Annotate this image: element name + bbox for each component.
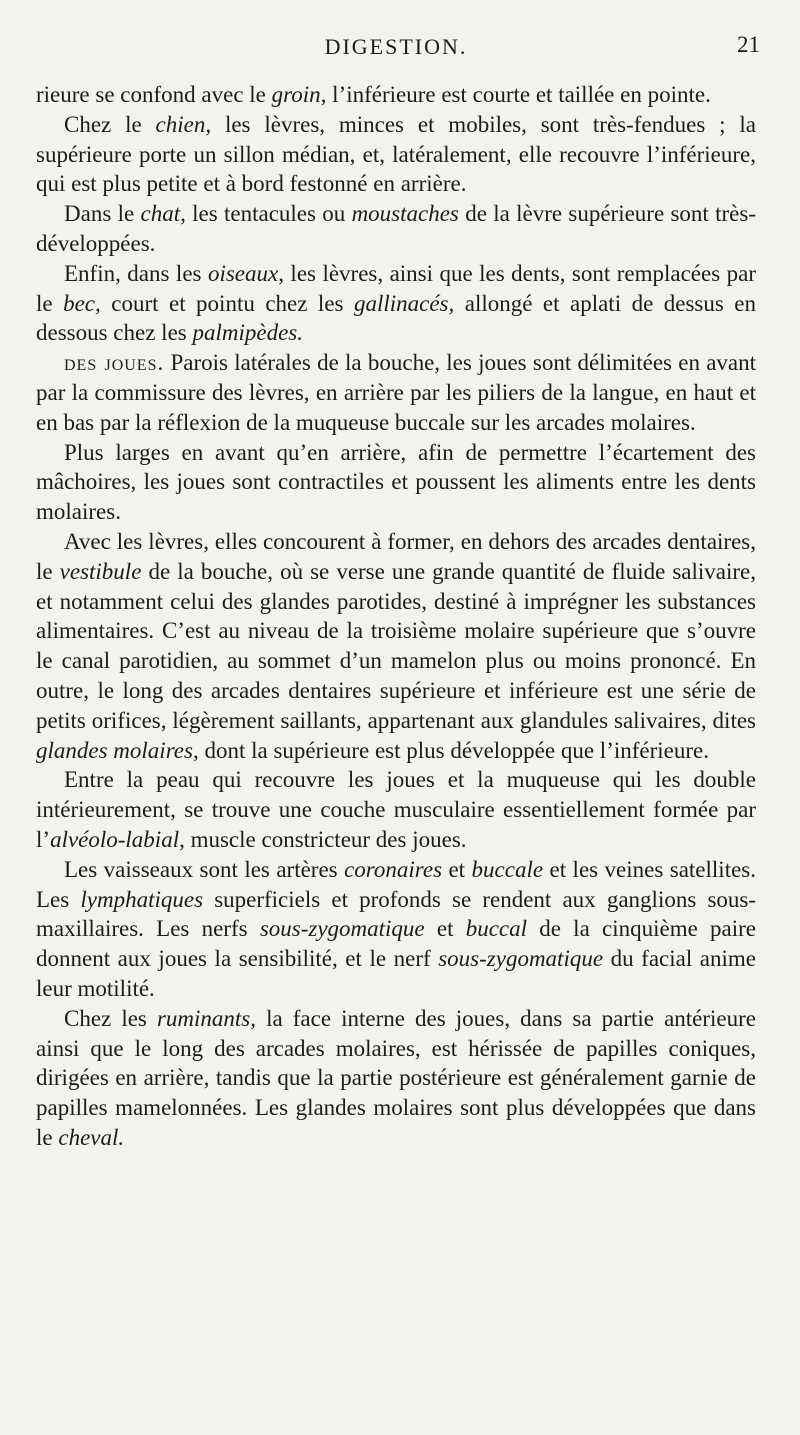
italic-term: ruminants, bbox=[156, 1005, 257, 1031]
text-run: de la cinquième paire donnent aux joues la sensibilité, et le nerf bbox=[36, 916, 756, 972]
section-heading: des joues. bbox=[64, 350, 165, 376]
text-run: Les vaisseaux sont les artères bbox=[64, 856, 345, 882]
paragraph bbox=[36, 259, 756, 348]
paragraph bbox=[36, 348, 756, 437]
italic-term: gallinacés, bbox=[353, 290, 455, 316]
italic-term: glandes molaires, bbox=[36, 737, 199, 763]
italic-term: oiseaux, bbox=[207, 260, 284, 286]
text-run: Chez le bbox=[64, 111, 156, 137]
text-run: les lèvres, ainsi que les dents, sont remplacées par le bbox=[36, 260, 756, 316]
italic-term: palmipèdes. bbox=[192, 320, 304, 346]
italic-term: coronaires bbox=[344, 856, 443, 882]
text-run: les lèvres, minces et mobiles, sont très-fendues ; la supérieure porte un sillon médian, et, latéralement, elle recouvre l’inférieure, qui est plus petite et à bord festonné en arrière. bbox=[36, 111, 756, 197]
text-run: Parois latérales de la bouche, les joues sont délimitées en avant par la commissure des lèvres, en arrière par les piliers de la langue, en haut et en bas par la réflexion de la muqueuse buccale sur les arcades molaires. bbox=[36, 350, 756, 435]
italic-term: bec, bbox=[63, 290, 101, 316]
italic-term: groin, bbox=[271, 82, 327, 107]
paragraph bbox=[36, 1004, 756, 1153]
italic-term: alvéolo-labial, bbox=[50, 826, 185, 852]
text-run: Avec les lèvres, elles concourent à former, en dehors des arcades dentaires, le bbox=[36, 528, 756, 584]
italic-term: chien, bbox=[155, 111, 212, 137]
paragraph bbox=[36, 438, 756, 527]
text-run: allongé et aplati de dessus en dessous chez les bbox=[36, 290, 757, 346]
text-run: du facial anime leur motilité. bbox=[36, 946, 757, 1001]
text-run: Plus larges en avant qu’en arrière, afin de permettre l’écartement des mâchoires, les joues sont contractiles et poussent les aliments entre les dents molaires. bbox=[36, 439, 756, 525]
paragraph bbox=[36, 80, 756, 110]
italic-term: buccal bbox=[465, 916, 528, 942]
italic-term: cheval. bbox=[58, 1124, 125, 1150]
text-run: l’inférieure est courte et taillée en pointe. bbox=[326, 82, 711, 107]
italic-term: vestibule bbox=[59, 558, 142, 584]
paragraph bbox=[36, 527, 756, 765]
text-run: dont la supérieure est plus développée que l’inférieure. bbox=[198, 737, 709, 763]
paragraph bbox=[36, 855, 756, 1004]
italic-term: moustaches bbox=[351, 201, 459, 227]
italic-term: lymphatiques bbox=[80, 886, 204, 912]
italic-term: sous-zygomatique bbox=[259, 916, 425, 942]
running-title: DIGESTION. bbox=[324, 34, 468, 59]
text-run: rieure se confond avec le bbox=[36, 82, 272, 107]
text-run: muscle constricteur des joues. bbox=[184, 826, 467, 852]
text-run: de la lèvre supérieure sont très-développées. bbox=[36, 201, 756, 256]
text-run: Enfin, dans les bbox=[64, 260, 208, 286]
text-run: Dans le bbox=[64, 201, 141, 227]
italic-term: sous-zygomatique bbox=[438, 946, 604, 972]
text-run: et les veines satellites. Les bbox=[36, 856, 756, 912]
text-run: la face interne des joues, dans sa partie antérieure ainsi que le long des arcades molaires, est hérissée de papilles coniques, dirigées en arrière, tandis que la partie postérieure est généralement garnie de papilles mamelonnées. Les glandes molaires sont plus développées que dans le bbox=[36, 1005, 756, 1150]
text-run: Entre la peau qui recouvre les joues et la muqueuse qui les double intérieurement, se trouve une couche musculaire essentiellement formée par l’ bbox=[36, 767, 756, 852]
text-run: les tentacules ou bbox=[185, 201, 352, 227]
text-run: superficiels et profonds se rendent aux ganglions sous-maxillaires. Les nerfs bbox=[36, 886, 756, 942]
paragraph bbox=[36, 765, 756, 854]
page-number: 21 bbox=[737, 32, 760, 57]
italic-term: chat, bbox=[140, 201, 186, 227]
text-run: Chez les bbox=[64, 1005, 157, 1031]
paragraph bbox=[36, 199, 756, 259]
page-header bbox=[36, 30, 760, 80]
text-run: de la bouche, où se verse une grande quantité de fluide salivaire, et notamment celui des glandes parotides, destiné à imprégner les substances alimentaires. C’est au niveau de la troisième molaire supérieure que s’ouvre le canal parotidien, au sommet d’un mamelon plus ou moins prononcé. En outre, le long des arcades dentaires supérieure et inférieure est une série de petits orifices, légèrement saillants, appartenant aux glandules salivaires, dites bbox=[36, 558, 756, 733]
paragraph bbox=[36, 110, 756, 199]
text-run: et bbox=[424, 916, 466, 942]
body-text bbox=[36, 80, 756, 1153]
italic-term: buccale bbox=[471, 856, 544, 882]
text-run: court et pointu chez les bbox=[100, 290, 354, 316]
text-run: et bbox=[442, 856, 472, 882]
